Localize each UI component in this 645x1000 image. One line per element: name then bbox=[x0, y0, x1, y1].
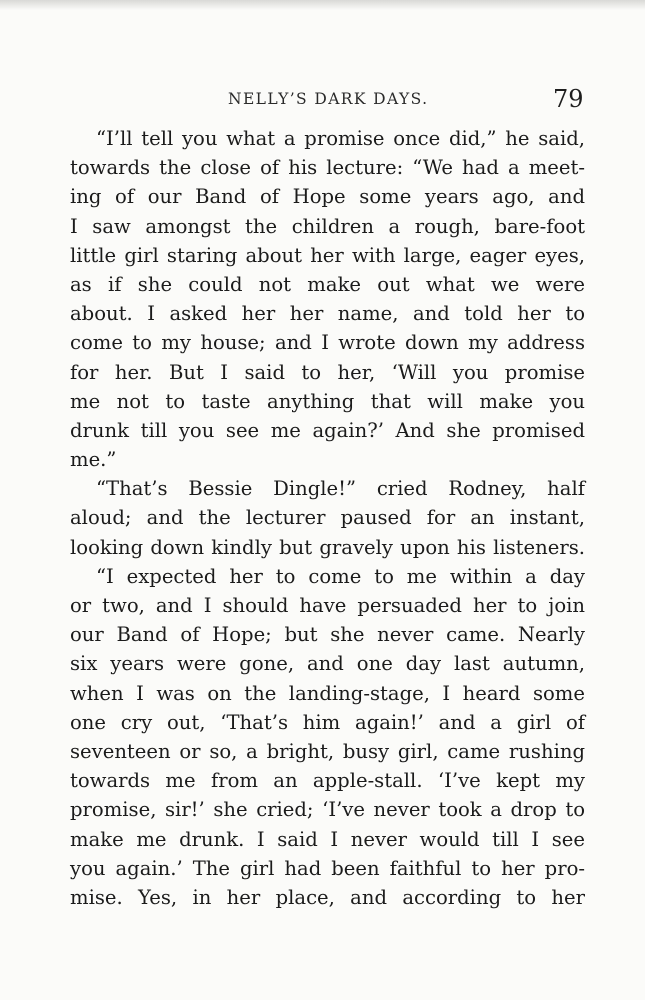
text-line: “That’s Bessie Dingle!” cried Rodney, half bbox=[96, 477, 585, 501]
text-line: as if she could not make out what we were bbox=[70, 272, 585, 296]
text-line: drunk till you see me again?’ And she promised bbox=[70, 418, 585, 442]
text-line: or two, and I should have persuaded her to join bbox=[70, 594, 585, 617]
text-line: aloud; and the lecturer paused for an instant, bbox=[70, 506, 585, 530]
text-line: seventeen or so, a bright, busy girl, came rushing bbox=[70, 739, 585, 763]
text-line: when I was on the landing-stage, I heard some bbox=[70, 681, 585, 705]
text-line: come to my house; and I wrote down my address bbox=[70, 331, 585, 355]
body-text bbox=[70, 124, 585, 912]
text-line: towards me from an apple-stall. ‘I’ve kept my bbox=[70, 769, 585, 793]
text-line: promise, sir!’ she cried; ‘I’ve never took a drop to bbox=[70, 798, 585, 822]
text-line: looking down kindly but gravely upon his listeners. bbox=[70, 535, 585, 559]
text-line: about. I asked her her name, and told her to bbox=[70, 302, 585, 326]
text-line: for her. But I said to her, ‘Will you promise bbox=[70, 360, 585, 384]
text-line: our Band of Hope; but she never came. Nearly bbox=[70, 623, 585, 647]
text-line: “I expected her to come to me within a day bbox=[96, 564, 585, 588]
text-line: towards the close of his lecture: “We had a meet- bbox=[70, 156, 585, 180]
text-line: one cry out, ‘That’s him again!’ and a girl of bbox=[70, 710, 585, 734]
page-top-edge bbox=[0, 0, 645, 10]
text-line: mise. Yes, in her place, and according to her bbox=[70, 885, 585, 909]
text-line: me not to taste anything that will make you bbox=[70, 389, 585, 413]
text-line: “I’ll tell you what a promise once did,” he said, bbox=[96, 127, 585, 150]
text-line: you again.’ The girl had been faithful to her pro- bbox=[70, 856, 585, 880]
text-line: me.” bbox=[70, 448, 117, 472]
text-line: make me drunk. I said I never would till I see bbox=[70, 827, 585, 851]
text-line: six years were gone, and one day last autumn, bbox=[70, 652, 585, 676]
running-head bbox=[0, 85, 645, 115]
text-line: I saw amongst the children a rough, bare-foot bbox=[70, 214, 585, 238]
page-number: 79 bbox=[553, 85, 584, 113]
text-line: little girl staring about her with large, eager eyes, bbox=[70, 243, 585, 267]
running-head-title: NELLY’S DARK DAYS. bbox=[228, 90, 429, 108]
text-line: ing of our Band of Hope some years ago, and bbox=[70, 185, 585, 209]
